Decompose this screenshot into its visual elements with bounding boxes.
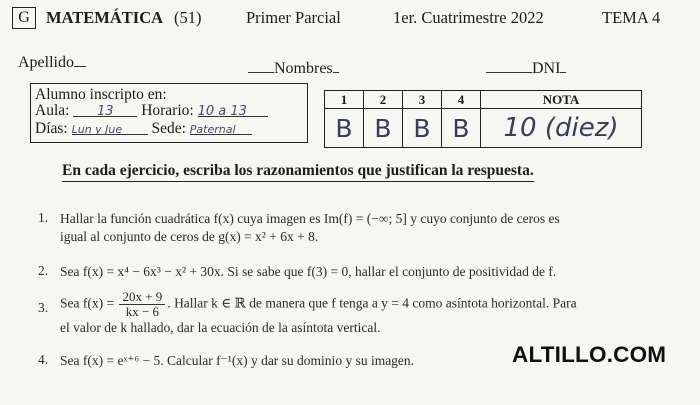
exercise-2: [38, 263, 678, 283]
exercise-3-fraction-numerator: 20x + 9: [119, 290, 165, 305]
nota-value: 10 (diez): [503, 113, 619, 143]
exercise-3-fraction: [119, 290, 165, 319]
watermark: ALTILLO.COM: [512, 342, 667, 367]
nombres-label: Nombres: [274, 60, 333, 77]
grades-value-row: [325, 109, 642, 148]
exercise-3-pre: Sea f(x) =: [60, 295, 115, 311]
exercise-3-line-2: el valor de k hallado, dar la ecuación de la asíntota vertical.: [60, 320, 381, 335]
grade-value-1: B: [335, 113, 353, 143]
grade-header-3: 3: [403, 91, 442, 109]
dias-value: Lun y Jue: [71, 123, 123, 136]
exercise-3-text: [60, 290, 670, 337]
exam-term: 1er. Cuatrimestre 2022: [393, 8, 544, 27]
grade-value-4: B: [452, 113, 470, 143]
dni-label: DNI: [532, 60, 561, 77]
aula-label: Aula:: [35, 102, 70, 119]
exercise-2-line-1: Sea f(x) = x⁴ − 6x³ − x² + 30x. Si se sabe que f(3) = 0, hallar el conjunto de positividad de f.: [60, 264, 557, 279]
sede-label: Sede:: [151, 120, 186, 137]
exercise-3: [38, 290, 678, 340]
horario-label: Horario:: [141, 102, 194, 119]
horario-value-line: [198, 102, 268, 117]
exercise-1-number: 1.: [38, 210, 49, 225]
instructions: En cada ejercicio, escriba los razonamientos que justifican la respuesta.: [62, 162, 534, 182]
dni-field: [486, 58, 566, 78]
exercise-4-number: 4.: [38, 352, 49, 367]
grade-value-2: B: [374, 113, 392, 143]
subject-title: MATEMÁTICA: [46, 8, 164, 27]
nombres-field: [248, 58, 339, 78]
exam-letter-box: G: [12, 7, 36, 29]
exercise-1: [38, 210, 678, 248]
dni-line: [486, 58, 532, 73]
grade-value-3: B: [413, 113, 431, 143]
grades-header-row: [325, 91, 642, 109]
exercise-4: [38, 352, 508, 372]
exercise-3-post: . Hallar k ∈ ℝ de manera que f tenga a y = 4 como asíntota horizontal. Para: [167, 295, 577, 311]
student-info-box: [30, 83, 308, 143]
grade-header-1: 1: [325, 91, 364, 109]
horario-value: 10 a 13: [197, 104, 247, 119]
exam-name: Primer Parcial: [246, 8, 341, 27]
nombres-line-end: [333, 58, 339, 73]
grade-cell-2: [364, 109, 403, 148]
aula-value-line: [73, 102, 137, 117]
dni-line-end: [560, 58, 566, 73]
exercise-1-text: [60, 210, 670, 246]
exercise-1-line-2: igual al conjunto de ceros de g(x) = x² + 6x + 8.: [60, 229, 319, 244]
dias-label: Días:: [35, 120, 68, 137]
exercise-4-line-1: Sea f(x) = eˣ⁺⁶ − 5. Calcular f⁻¹(x) y dar su dominio y su imagen.: [60, 353, 415, 368]
exam-tema: TEMA 4: [602, 8, 661, 27]
apellido-line: [74, 52, 86, 67]
dias-sede-row: [35, 120, 252, 138]
student-info-title: Alumno inscripto en:: [35, 86, 167, 103]
sede-value-line: [190, 120, 252, 135]
grade-header-nota: NOTA: [481, 91, 642, 109]
grade-cell-3: [403, 109, 442, 148]
apellido-label: Apellido: [18, 54, 74, 71]
dias-value-line: [72, 120, 148, 135]
grade-cell-1: [325, 109, 364, 148]
grade-header-4: 4: [442, 91, 481, 109]
subject-code: (51): [174, 8, 202, 27]
apellido-field: [18, 52, 86, 72]
grades-table: [324, 90, 642, 148]
exercise-2-number: 2.: [38, 263, 49, 278]
exercise-2-text: [60, 263, 670, 281]
exercise-4-text: [60, 352, 510, 370]
aula-horario-row: [35, 102, 268, 120]
exercise-1-line-1: Hallar la función cuadrática f(x) cuya imagen es Im(f) = (−∞; 5] y cuyo conjunto de ceros es: [60, 211, 560, 226]
exercise-3-line-1: [60, 290, 670, 319]
exercise-3-fraction-denominator: kx − 6: [125, 304, 160, 319]
aula-value: 13: [97, 104, 114, 119]
nombres-line: [248, 58, 274, 73]
grade-cell-4: [442, 109, 481, 148]
grade-header-2: 2: [364, 91, 403, 109]
sede-value: Paternal: [189, 123, 236, 136]
exercise-3-number: 3.: [38, 300, 49, 315]
nota-cell: [481, 109, 642, 148]
